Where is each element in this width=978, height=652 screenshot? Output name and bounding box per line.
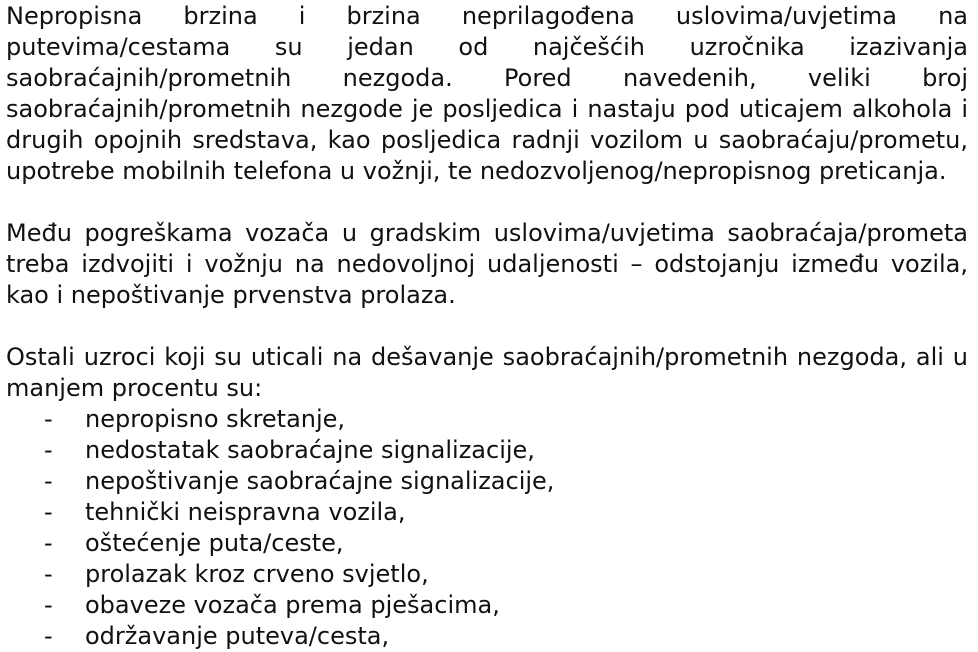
paragraph-speed-causes: Nepropisna brzina i brzina neprilagođena uslovima/uvjetima na putevima/cestama su jedan od najčešćih uzročnika izazivanja saobraćajnih/prometnih nezgoda. Pored navedenih, veliki broj saobraćajnih/prometnih nezgode je posljedica i nastaju pod uticajem alkohola i drugih opojnih sredstava, kao posljedica radnji vozilom u saobraćaju/prometu, upotrebe mobilnih telefona u vožnji, te nedozvoljenog/nepropisnog preticanja. [6,2,968,185]
list-item [6,621,968,652]
list-dash-marker: - [44,622,53,650]
list-dash-marker: - [44,591,53,619]
paragraph-spacer [6,311,968,342]
list-dash-marker: - [44,436,53,464]
list-item [6,528,968,559]
list-item [6,435,968,466]
list-item-text: nedostatak saobraćajne signalizacije, [85,436,535,464]
list-item [6,497,968,528]
paragraph-spacer [6,187,968,218]
list-dash-marker: - [44,560,53,588]
list-dash-marker: - [44,498,53,526]
list-item [6,466,968,497]
list-item-text: obaveze vozača prema pješacima, [85,591,500,619]
document-body [6,1,968,652]
list-item [6,590,968,621]
list-dash-marker: - [44,405,53,433]
list-item [6,559,968,590]
list-item [6,404,968,435]
list-dash-marker: - [44,529,53,557]
other-causes-list [6,404,968,652]
list-item-text: nepoštivanje saobraćajne signalizacije, [85,467,555,495]
list-dash-marker: - [44,467,53,495]
list-item-text: oštećenje puta/ceste, [85,529,344,557]
list-item-text: prolazak kroz crveno svjetlo, [85,560,429,588]
list-item-text: održavanje puteva/cesta, [85,622,390,650]
list-item-text: nepropisno skretanje, [85,405,346,433]
list-item-text: tehnički neispravna vozila, [85,498,406,526]
paragraph-other-causes: Ostali uzroci koji su uticali na dešavanje saobraćajnih/prometnih nezgoda, ali u manjem procentu su: [6,343,968,402]
paragraph-driver-errors: Među pogreškama vozača u gradskim uslovima/uvjetima saobraćaja/prometa treba izdvojiti i vožnju na nedovoljnoj udaljenosti – odstojanju između vozila, kao i nepoštivanje prvenstva prolaza. [6,219,968,309]
